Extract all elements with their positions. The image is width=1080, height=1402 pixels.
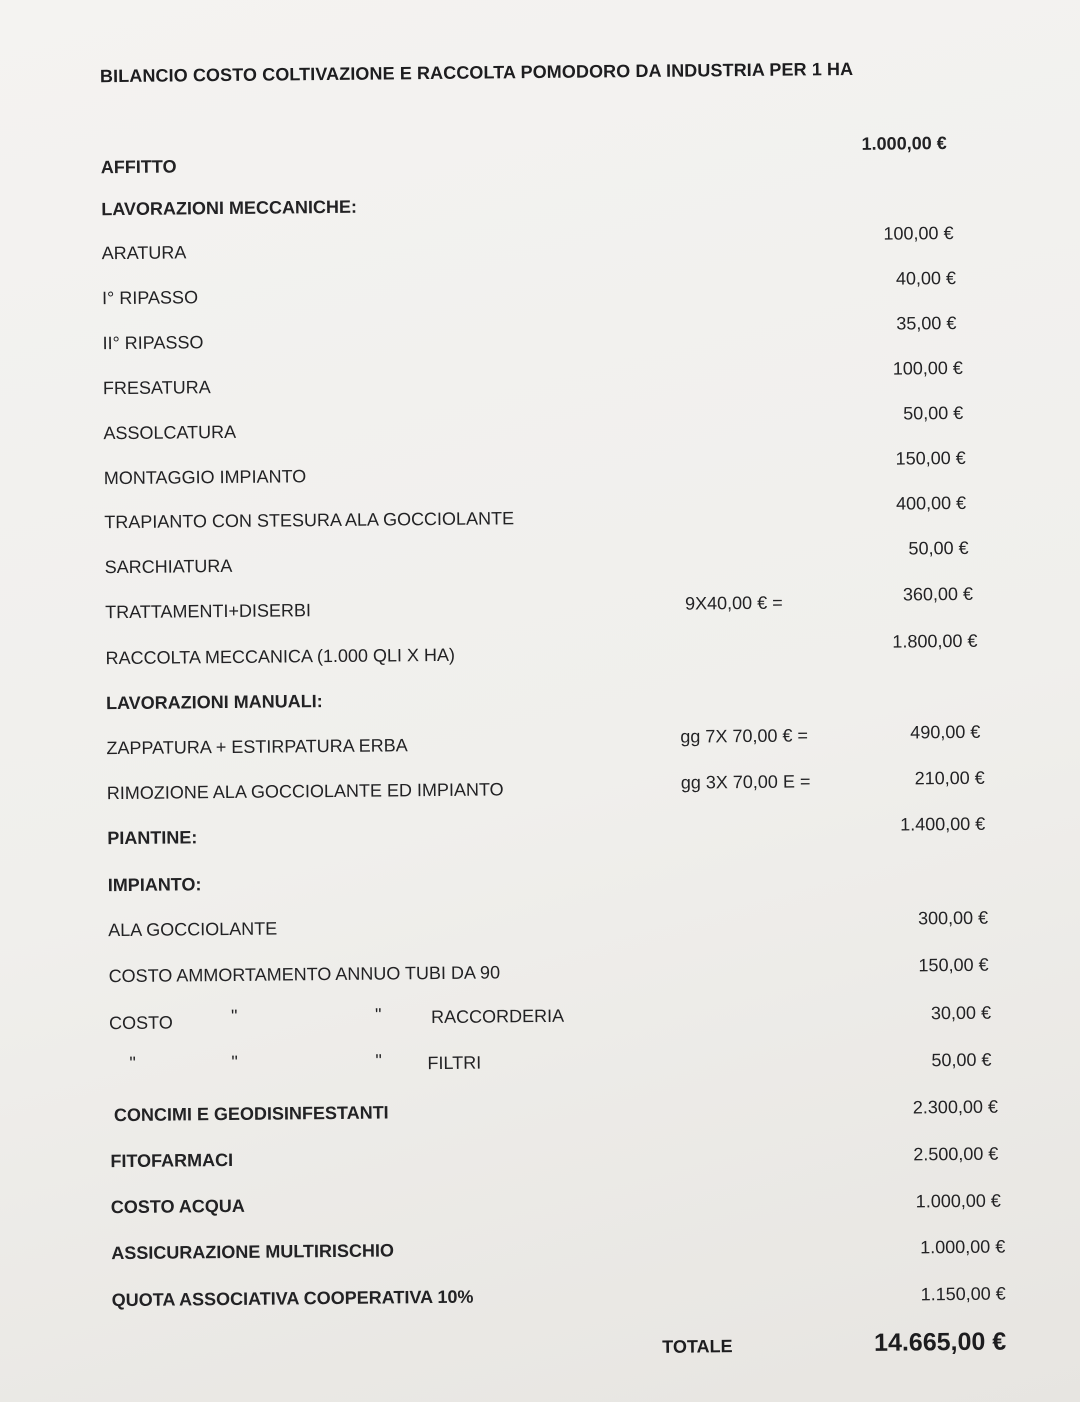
row-label: COSTO AMMORTAMENTO ANNUO TUBI DA 90 <box>108 962 501 987</box>
row-amount: 50,00 € <box>931 1049 992 1071</box>
row-amount: 100,00 € <box>883 223 954 244</box>
row-amount: 30,00 € <box>930 1002 992 1024</box>
row-label: FITOFARMACI <box>110 1149 234 1172</box>
row-piantine <box>1 813 1080 858</box>
row-amount: 210,00 € <box>914 767 985 789</box>
row-label: TRATTAMENTI+DISERBI <box>105 600 312 623</box>
row-amount: 490,00 € <box>910 721 981 743</box>
row-amount: 150,00 € <box>895 447 966 469</box>
row-assicurazione <box>5 1233 1080 1273</box>
row-label: TRAPIANTO CON STESURA ALA GOCCIOLANTE <box>104 508 515 533</box>
row-amount: 360,00 € <box>902 583 974 605</box>
row-filtri <box>3 1049 1080 1089</box>
row-amount: 1.400,00 € <box>900 813 986 835</box>
row-label: RIMOZIONE ALA GOCCIOLANTE ED IMPIANTO <box>106 779 504 804</box>
ditto-mark: " <box>231 1051 238 1072</box>
row-ala-gocciolante <box>2 907 1080 950</box>
row-trattamenti-diserbi <box>0 583 1079 632</box>
row-trapianto <box>0 492 1078 542</box>
row-amount: 1.000,00 € <box>861 133 947 154</box>
row-amount: 1.800,00 € <box>892 630 978 652</box>
row-label: AFFITTO <box>100 156 177 178</box>
ditto-mark: " <box>375 1050 382 1071</box>
row-label: QUOTA ASSOCIATIVA COOPERATIVA 10% <box>111 1286 474 1311</box>
row-amount: 300,00 € <box>917 907 989 929</box>
row-amount: 1.150,00 € <box>920 1283 1006 1305</box>
row-tubi <box>3 956 1080 996</box>
row-calculation: gg 3X 70,00 E = <box>680 771 811 793</box>
row-rimozione <box>1 767 1080 813</box>
row-label: COSTO <box>108 1012 173 1034</box>
row-zappatura <box>0 721 1080 768</box>
row-costo-acqua <box>5 1187 1080 1227</box>
row-amount: 2.300,00 € <box>912 1096 999 1118</box>
row-label: ALA GOCCIOLANTE <box>108 918 278 941</box>
row-label: ASSICURAZIONE MULTIRISCHIO <box>111 1240 395 1264</box>
row-amount: 150,00 € <box>918 954 989 976</box>
ditto-mark: " <box>129 1052 136 1073</box>
row-amount: 40,00 € <box>895 267 957 289</box>
row-label: ZAPPATURA + ESTIRPATURA ERBA <box>106 735 408 759</box>
row-amount: 50,00 € <box>908 537 969 559</box>
section-heading: LAVORAZIONI MECCANICHE: <box>101 196 358 220</box>
row-calculation: 9X40,00 € = <box>684 592 783 614</box>
row-raccorderia <box>3 1003 1080 1043</box>
section-heading: IMPIANTO: <box>107 874 202 896</box>
row-amount: 400,00 € <box>895 492 967 514</box>
row-totale <box>6 1327 1080 1377</box>
row-label: FRESATURA <box>102 377 211 399</box>
row-amount: 2.500,00 € <box>913 1143 999 1165</box>
row-label: RACCOLTA MECCANICA (1.000 QLI X HA) <box>105 644 456 669</box>
row-amount: 1.000,00 € <box>915 1190 1001 1212</box>
row-quota-associativa <box>6 1280 1080 1320</box>
row-label: CONCIMI E GEODISINFESTANTI <box>113 1102 389 1126</box>
section-heading: LAVORAZIONI MANUALI: <box>105 691 323 714</box>
row-fitofarmaci <box>4 1141 1080 1181</box>
row-amount: 50,00 € <box>903 402 964 424</box>
section-lavorazioni-manuali <box>0 683 1080 723</box>
row-label: I° RIPASSO <box>102 287 199 309</box>
row-label: MONTAGGIO IMPIANTO <box>103 466 307 489</box>
section-impianto <box>2 865 1080 905</box>
total-amount: 14.665,00 € <box>873 1327 1007 1357</box>
row-raccolta-meccanica <box>0 630 1080 678</box>
row-amount: 35,00 € <box>896 312 957 334</box>
row-item: RACCORDERIA <box>430 1005 565 1028</box>
ditto-mark: " <box>230 1005 238 1026</box>
total-label: TOTALE <box>662 1336 733 1357</box>
row-label: COSTO ACQUA <box>110 1195 245 1218</box>
row-label: ARATURA <box>101 242 187 264</box>
row-item: FILTRI <box>427 1052 482 1074</box>
row-label: SARCHIATURA <box>104 555 233 578</box>
row-label: PIANTINE: <box>107 827 198 849</box>
row-affitto <box>0 133 1075 181</box>
document-title: BILANCIO COSTO COLTIVAZIONE E RACCOLTA POMODORO DA INDUSTRIA PER 1 HA <box>99 58 854 87</box>
row-amount: 100,00 € <box>892 357 963 379</box>
row-concimi <box>4 1095 1080 1135</box>
ditto-mark: " <box>374 1004 382 1025</box>
row-label: II° RIPASSO <box>102 332 204 354</box>
row-label: ASSOLCATURA <box>103 421 237 444</box>
row-sarchiatura <box>0 537 1079 587</box>
row-amount: 1.000,00 € <box>920 1236 1006 1258</box>
row-calculation: gg 7X 70,00 € = <box>680 725 809 747</box>
